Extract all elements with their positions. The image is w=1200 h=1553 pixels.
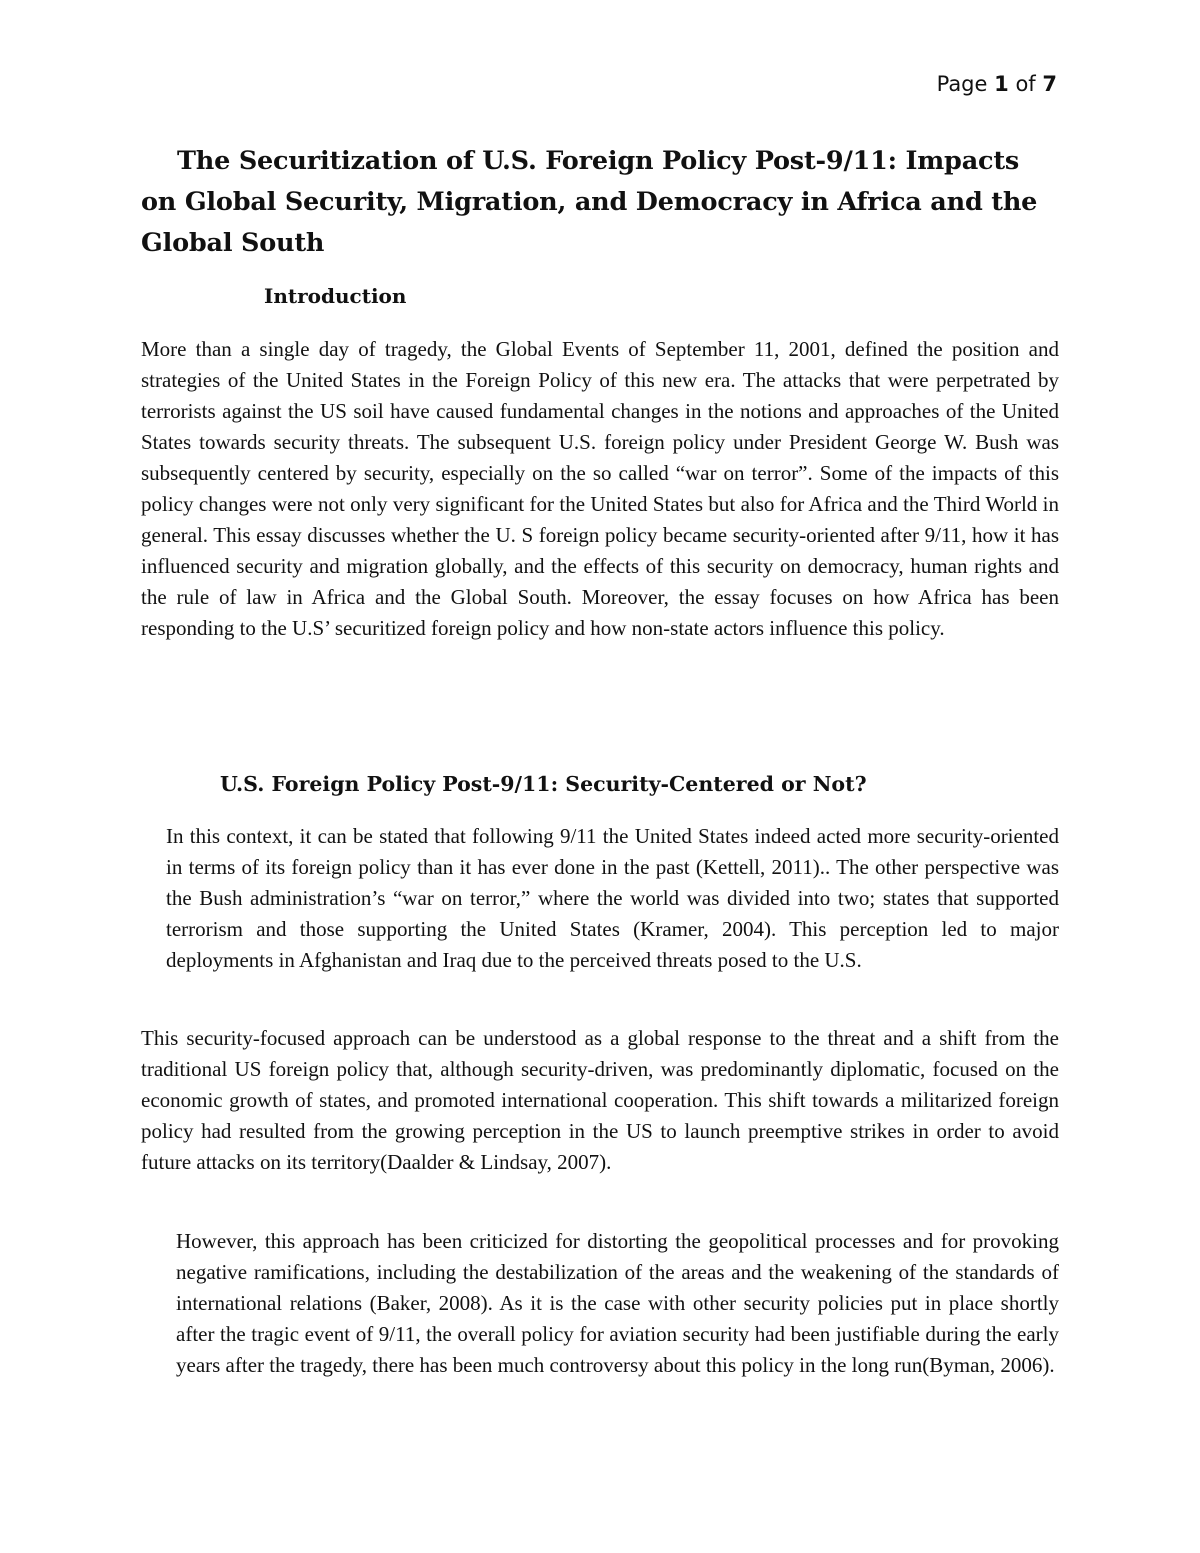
page-label: Page xyxy=(936,72,988,96)
section-paragraph-3: However, this approach has been criticized for distorting the geopolitical processes and for provoking negative ramifications, including the destabilization of the areas and the weakening of the standards of international relations (Baker, 2008). As it is the case with other security policies put in place shortly after the tragic event of 9/11, the overall policy for aviation security had been justifiable during the early years after the tragedy, there has been much controversy about this policy in the long run(Byman, 2006). xyxy=(176,1229,1059,1377)
section-paragraph-2: This security-focused approach can be understood as a global response to the threat and a shift from the traditional US foreign policy that, although security-driven, was predominantly diplomatic, focused on the economic growth of states, and promoted international cooperation. This shift towards a militarized foreign policy had resulted from the growing perception in the US to launch preemptive strikes in order to avoid future attacks on its territory(Daalder & Lindsay, 2007). xyxy=(141,1026,1059,1174)
document-title: The Securitization of U.S. Foreign Policy Post-9/11: Impacts on Global Security, Migration, and Democracy in Africa and the Global South xyxy=(141,146,1038,258)
section-paragraph-1: In this context, it can be stated that following 9/11 the United States indeed acted more security-oriented in terms of its foreign policy than it has ever done in the past (Kettell, 2011).. The other perspective was the Bush administration’s “war on terror,” where the world was divided into two; states that supported terrorism and those supporting the United States (Kramer, 2004). This perception led to major deployments in Afghanistan and Iraq due to the perceived threats posed to the U.S. xyxy=(166,824,1059,972)
page-number-header xyxy=(937,72,1057,96)
introduction-heading: Introduction xyxy=(264,284,407,308)
current-page-number: 1 xyxy=(994,72,1009,96)
section-heading: U.S. Foreign Policy Post-9/11: Security-Centered or Not? xyxy=(220,772,867,796)
introduction-paragraph: More than a single day of tragedy, the Global Events of September 11, 2001, defined the position and strategies of the United States in the Foreign Policy of this new era. The attacks that were perpetrated by terrorists against the US soil have caused fundamental changes in the notions and approaches of the United States towards security threats. The subsequent U.S. foreign policy under President George W. Bush was subsequently centered by security, especially on the so called “war on terror”. Some of the impacts of this policy changes were not only very significant for the United States but also for Africa and the Third World in general. This essay discusses whether the U. S foreign policy became security-oriented after 9/11, how it has influenced security and migration globally, and the effects of this security on democracy, human rights and the rule of law in Africa and the Global South. Moreover, the essay focuses on how Africa has been responding to the U.S’ securitized foreign policy and how non-state actors influence this policy. xyxy=(141,337,1059,640)
of-label: of xyxy=(1015,72,1036,96)
total-pages: 7 xyxy=(1042,72,1057,96)
